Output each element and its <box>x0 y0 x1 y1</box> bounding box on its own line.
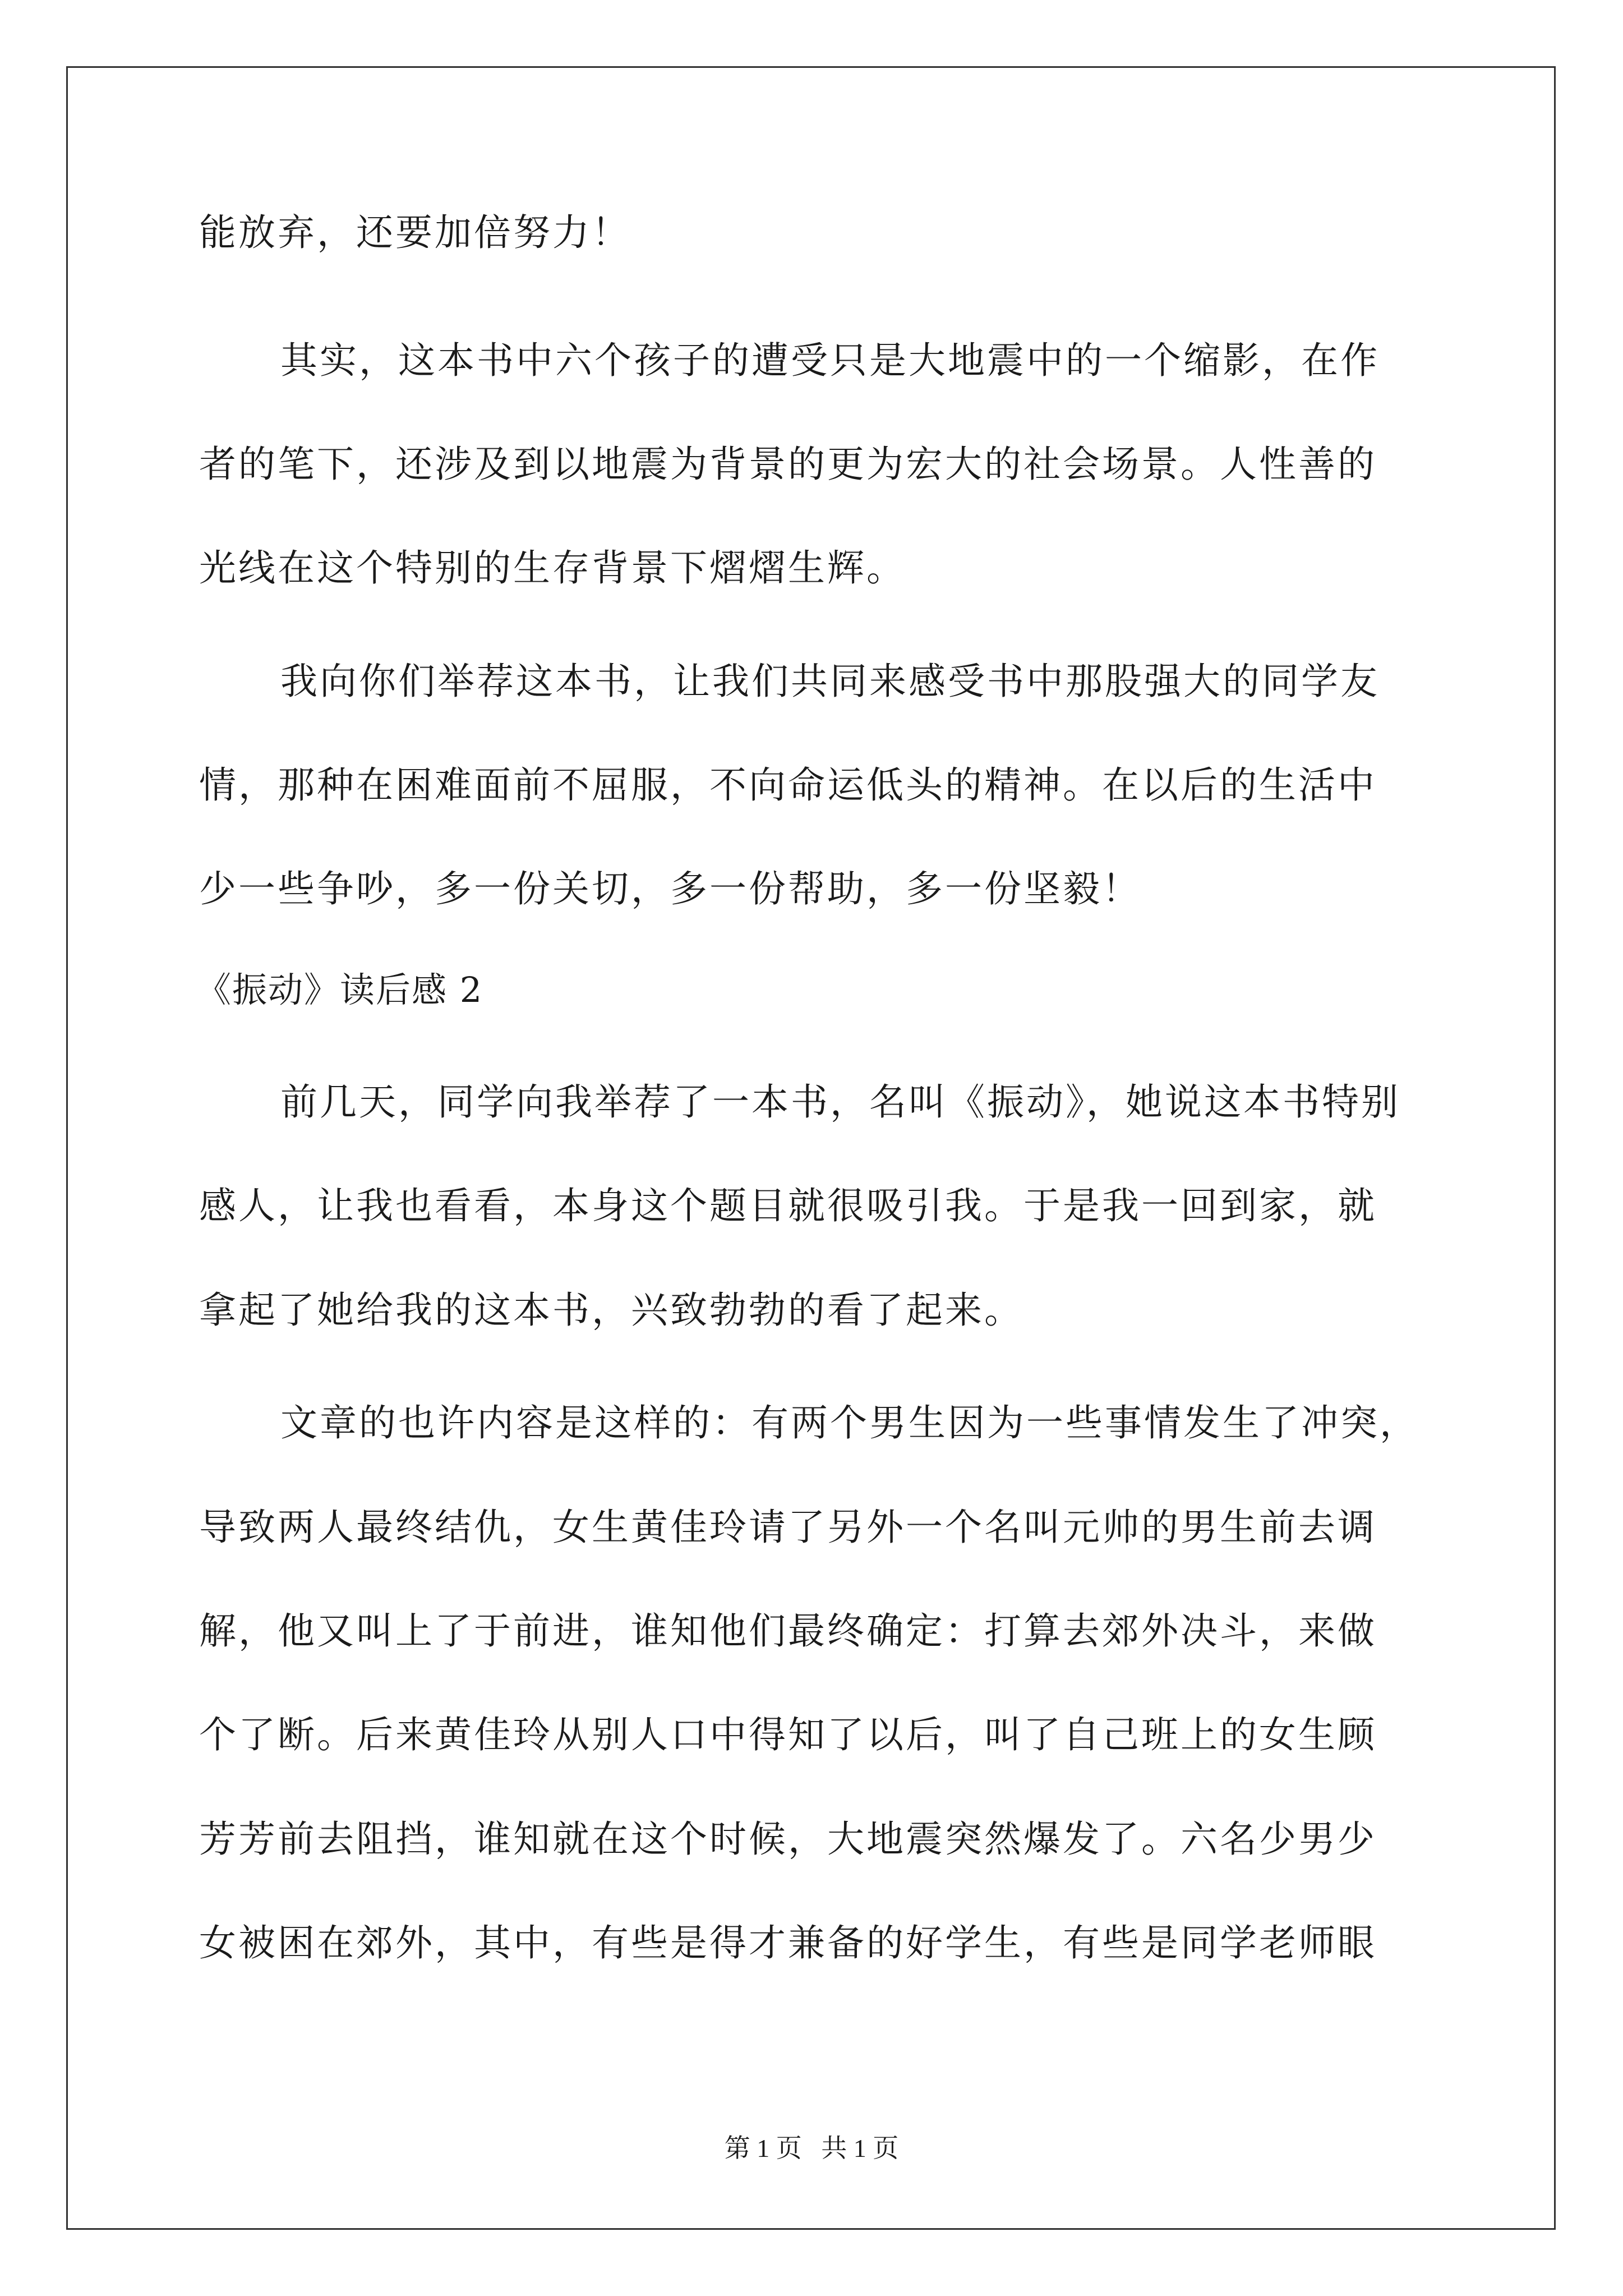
section-heading: 《振动》读后感 2 <box>196 969 483 1010</box>
paragraph-line: 少一些争吵，多一份关切，多一份帮助，多一份坚毅！ <box>199 867 1141 910</box>
paragraph-line: 情，那种在困难面前不屈服，不向命运低头的精神。在以后的生活中 <box>199 763 1377 807</box>
paragraph-line: 女被困在郊外，其中，有些是得才兼备的好学生，有些是同学老师眼 <box>199 1921 1377 1964</box>
paragraph-line: 者的笔下，还涉及到以地震为背景的更为宏大的社会场景。人性善的 <box>199 443 1377 486</box>
paragraph-line: 前几天，同学向我举荐了一本书，名叫《振动》，她说这本书特别 <box>280 1080 1400 1124</box>
page-footer: 第 1 页 共 1 页 <box>724 2134 899 2162</box>
paragraph-line: 个了断。后来黄佳玲从别人口中得知了以后，叫了自己班上的女生顾 <box>199 1713 1377 1756</box>
paragraph-line: 导致两人最终结仇，女生黄佳玲请了另外一个名叫元帅的男生前去调 <box>199 1506 1377 1549</box>
paragraph-line: 解，他又叫上了于前进，谁知他们最终确定：打算去郊外决斗，来做 <box>199 1609 1377 1653</box>
paragraph-line: 我向你们举荐这本书，让我们共同来感受书中那股强大的同学友 <box>280 660 1380 703</box>
paragraph-line: 文章的也许内容是这样的：有两个男生因为一些事情发生了冲突， <box>280 1401 1419 1444</box>
paragraph-line: 感人，让我也看看，本身这个题目就很吸引我。于是我一回到家，就 <box>199 1184 1377 1227</box>
paragraph-line: 拿起了她给我的这本书，兴致勃勃的看了起来。 <box>199 1289 1023 1332</box>
paragraph-line: 其实，这本书中六个孩子的遭受只是大地震中的一个缩影，在作 <box>280 339 1380 382</box>
paragraph-line: 光线在这个特别的生存背景下熠熠生辉。 <box>199 546 906 590</box>
paragraph-line: 芳芳前去阻挡，谁知就在这个时候，大地震突然爆发了。六名少男少 <box>199 1818 1377 1861</box>
paragraph-line: 能放弃，还要加倍努力！ <box>199 211 631 254</box>
page-border <box>66 66 1556 2230</box>
